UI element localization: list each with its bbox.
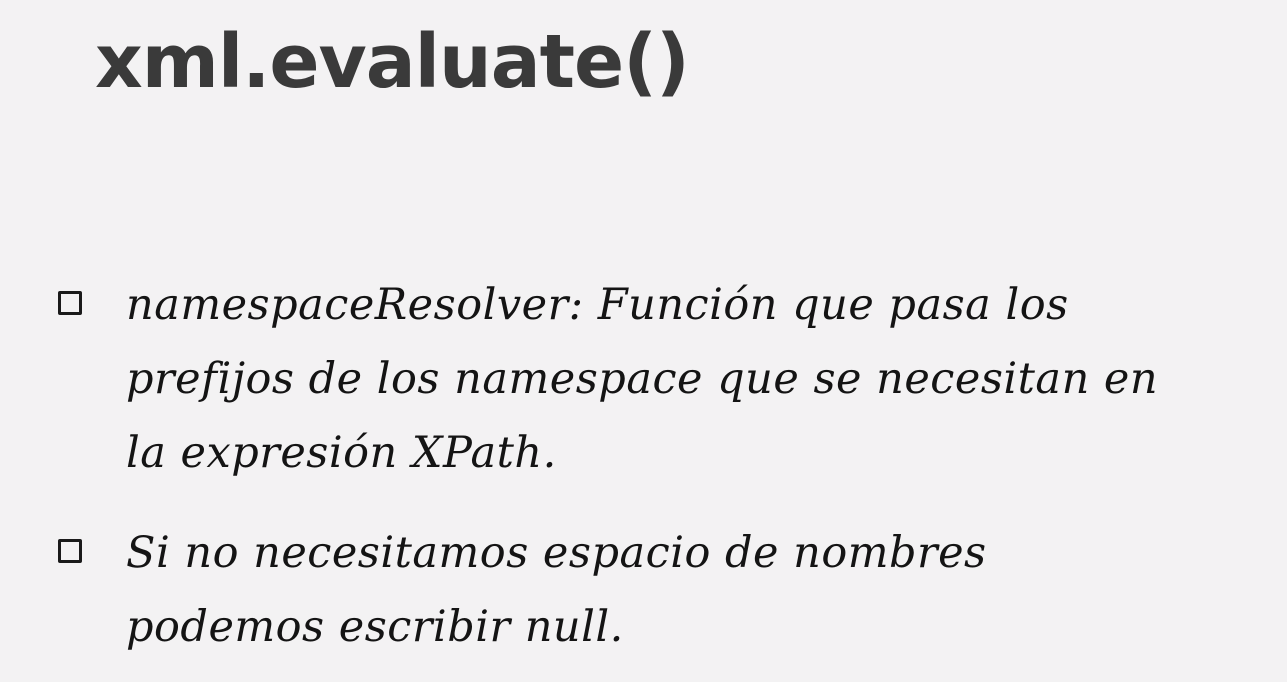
slide-title: xml.evaluate() <box>95 19 689 105</box>
bullet-item <box>56 268 1236 490</box>
bullet-text: Si no necesitamos espacio de nombres podemos escribir null. <box>126 528 987 652</box>
bullet-list <box>56 268 1236 664</box>
bullet-item <box>56 516 1236 664</box>
checkbox-icon <box>58 291 82 315</box>
bullet-text: namespaceResolver: Función que pasa los prefijos de los namespace que se necesitan en la expresión XPath. <box>126 280 1159 478</box>
checkbox-icon <box>58 539 82 563</box>
